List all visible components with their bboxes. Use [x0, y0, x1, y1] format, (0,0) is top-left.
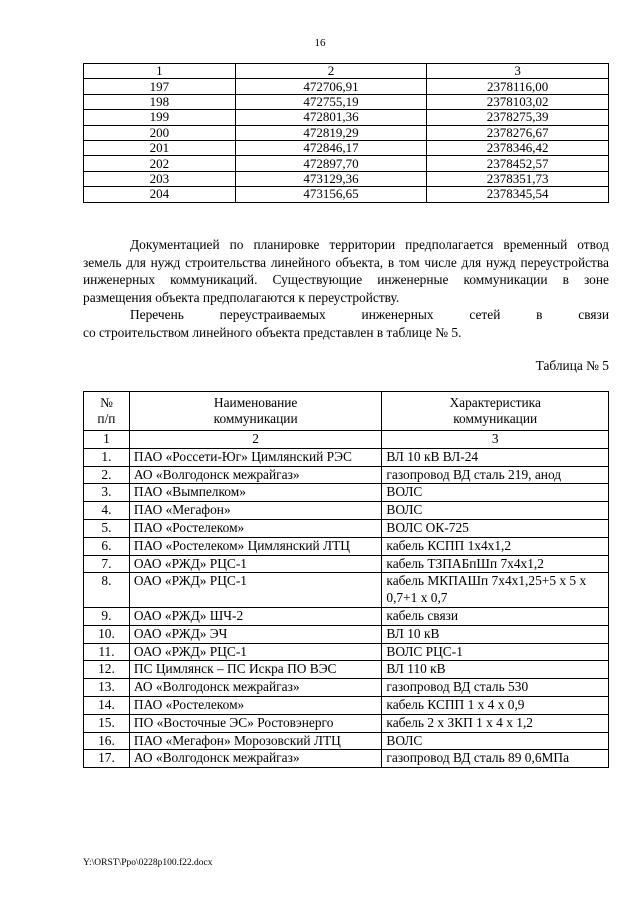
table-row	[84, 519, 609, 537]
communication-name: ПАО «Вымпелком»	[129, 484, 381, 502]
communication-characteristic: газопровод ВД сталь 530	[382, 679, 609, 697]
communication-name: ОАО «РЖД» РЦС-1	[129, 555, 381, 573]
row-number: 11.	[84, 643, 130, 661]
row-number: 12.	[84, 661, 130, 679]
communication-name: ПС Цимлянск – ПС Искра ПО ВЭС	[129, 661, 381, 679]
communication-characteristic: ВЛ 10 кВ	[382, 625, 609, 643]
communication-characteristic: газопровод ВД сталь 89 0,6МПа	[382, 750, 609, 768]
column-index: 1	[84, 64, 236, 79]
communication-name: ПАО «Ростелеком» Цимлянский ЛТЦ	[129, 537, 381, 555]
table-row	[84, 696, 609, 714]
header-text: Наименование	[213, 395, 298, 410]
point-number: 197	[84, 79, 236, 94]
communication-characteristic: кабель МКПАШп 7х4х1,25+5 х 5 х 0,7+1 х 0,7	[382, 573, 609, 608]
coordinate-x: 472755,19	[235, 94, 427, 109]
point-number: 198	[84, 94, 236, 109]
header-text: коммуникации	[453, 411, 538, 426]
communication-characteristic: ВОЛС	[382, 484, 609, 502]
table-row	[84, 679, 609, 697]
table-row	[84, 607, 609, 625]
table-row	[84, 750, 609, 768]
coordinates-header-row	[84, 64, 609, 79]
communication-name: АО «Волгодонск межрайгаз»	[129, 750, 381, 768]
column-index: 1	[84, 431, 130, 449]
row-number: 14.	[84, 696, 130, 714]
table-row	[84, 573, 609, 608]
coordinates-table-body	[84, 64, 609, 203]
column-index: 3	[382, 431, 609, 449]
point-number: 202	[84, 156, 236, 171]
table-row	[84, 502, 609, 520]
coordinate-x: 473129,36	[235, 171, 427, 186]
communications-table-body	[84, 431, 609, 768]
row-number: 16.	[84, 732, 130, 750]
communication-characteristic: ВОЛС	[382, 502, 609, 520]
point-number: 203	[84, 171, 236, 186]
coordinate-x: 472801,36	[235, 110, 427, 125]
table-row	[84, 94, 609, 109]
communication-characteristic: газопровод ВД сталь 219, анод	[382, 466, 609, 484]
file-path-footer: Y:\ORST\Ppo\0228p100.f22.docx	[83, 858, 213, 868]
coordinate-y: 2378346,42	[427, 140, 609, 155]
coordinate-x: 472846,17	[235, 140, 427, 155]
coordinate-y: 2378345,54	[427, 187, 609, 202]
row-number: 6.	[84, 537, 130, 555]
table-row	[84, 156, 609, 171]
coordinate-x: 473156,65	[235, 187, 427, 202]
communication-name: ПАО «Мегафон» Морозовский ЛТЦ	[129, 732, 381, 750]
communication-characteristic: ВЛ 110 кВ	[382, 661, 609, 679]
header-text: коммуникации	[213, 411, 298, 426]
communication-name: ОАО «РЖД» ШЧ-2	[129, 607, 381, 625]
communication-characteristic: ВОЛС	[382, 732, 609, 750]
communication-name: ОАО «РЖД» РЦС-1	[129, 573, 381, 608]
paragraph-line: со строительством линейного объекта представлен в таблице № 5.	[83, 324, 462, 340]
row-number: 2.	[84, 466, 130, 484]
point-number: 201	[84, 140, 236, 155]
communication-characteristic: кабель связи	[382, 607, 609, 625]
header-characteristic	[382, 392, 609, 431]
communication-characteristic: ВОЛС РЦС-1	[382, 643, 609, 661]
communication-name: ПАО «Ростелеком»	[129, 519, 381, 537]
communication-name: АО «Волгодонск межрайгаз»	[129, 679, 381, 697]
table-row	[84, 643, 609, 661]
table-row	[84, 484, 609, 502]
table-caption: Таблица № 5	[535, 358, 609, 373]
row-number: 7.	[84, 555, 130, 573]
table-row	[84, 732, 609, 750]
point-number: 199	[84, 110, 236, 125]
table-row	[84, 625, 609, 643]
header-number	[84, 392, 130, 431]
communication-characteristic: кабель КСПП 1х4х1,2	[382, 537, 609, 555]
paragraph-line: Перечень переустраиваемых инженерных сетей в связи	[130, 307, 609, 322]
table-row	[84, 448, 609, 466]
point-number: 200	[84, 125, 236, 140]
row-number: 13.	[84, 679, 130, 697]
header-text: Характеристика	[449, 395, 541, 410]
communication-name: ОАО «РЖД» ЭЧ	[129, 625, 381, 643]
communication-name: АО «Волгодонск межрайгаз»	[129, 466, 381, 484]
communication-characteristic: ВЛ 10 кВ ВЛ-24	[382, 448, 609, 466]
communication-name: ПАО «Россети-Юг» Цимлянский РЭС	[129, 448, 381, 466]
communication-name: ПО «Восточные ЭС» Ростовэнерго	[129, 714, 381, 732]
communication-characteristic: кабель ТЗПАБпШп 7х4х1,2	[382, 555, 609, 573]
table-row	[84, 187, 609, 202]
header-name	[129, 392, 381, 431]
coordinates-table	[83, 63, 609, 203]
communication-characteristic: кабель 2 х ЗКП 1 х 4 х 1,2	[382, 714, 609, 732]
header-text: №	[100, 395, 113, 410]
table-row	[84, 537, 609, 555]
row-number: 8.	[84, 573, 130, 608]
row-number: 15.	[84, 714, 130, 732]
communications-table	[83, 391, 609, 768]
table-row	[84, 140, 609, 155]
column-index: 2	[129, 431, 381, 449]
coordinate-x: 472897,70	[235, 156, 427, 171]
coordinate-y: 2378103,02	[427, 94, 609, 109]
point-number: 204	[84, 187, 236, 202]
header-text: п/п	[97, 411, 116, 426]
table-row	[84, 714, 609, 732]
coordinate-y: 2378276,67	[427, 125, 609, 140]
table-row	[84, 125, 609, 140]
row-number: 3.	[84, 484, 130, 502]
communication-characteristic: ВОЛС ОК-725	[382, 519, 609, 537]
row-number: 5.	[84, 519, 130, 537]
column-index: 2	[235, 64, 427, 79]
row-number: 1.	[84, 448, 130, 466]
coordinate-x: 472706,91	[235, 79, 427, 94]
table-row	[84, 79, 609, 94]
paragraph-temporary-allotment: Документацией по планировке территории предполагается временный отвод земель для нужд строительства линейного объекта, в том числе для нужд переустройства инженерных коммуникаций. Существующие инженерные коммуникации в зоне размещения объекта предполагаются к переустройству.	[83, 237, 609, 305]
row-number: 17.	[84, 750, 130, 768]
paragraph-table-reference	[83, 306, 609, 341]
table-row	[84, 466, 609, 484]
table-row	[84, 661, 609, 679]
table-row	[84, 110, 609, 125]
communication-name: ОАО «РЖД» РЦС-1	[129, 643, 381, 661]
column-index: 3	[427, 64, 609, 79]
table-header-row	[84, 392, 609, 431]
row-number: 9.	[84, 607, 130, 625]
row-number: 4.	[84, 502, 130, 520]
page-number: 16	[314, 37, 326, 49]
table-row	[84, 555, 609, 573]
column-index-row	[84, 431, 609, 449]
coordinate-y: 2378351,73	[427, 171, 609, 186]
communication-characteristic: кабель КСПП 1 х 4 х 0,9	[382, 696, 609, 714]
coordinate-y: 2378452,57	[427, 156, 609, 171]
communication-name: ПАО «Ростелеком»	[129, 696, 381, 714]
row-number: 10.	[84, 625, 130, 643]
table-row	[84, 171, 609, 186]
coordinate-y: 2378116,00	[427, 79, 609, 94]
coordinate-x: 472819,29	[235, 125, 427, 140]
coordinate-y: 2378275,39	[427, 110, 609, 125]
communication-name: ПАО «Мегафон»	[129, 502, 381, 520]
